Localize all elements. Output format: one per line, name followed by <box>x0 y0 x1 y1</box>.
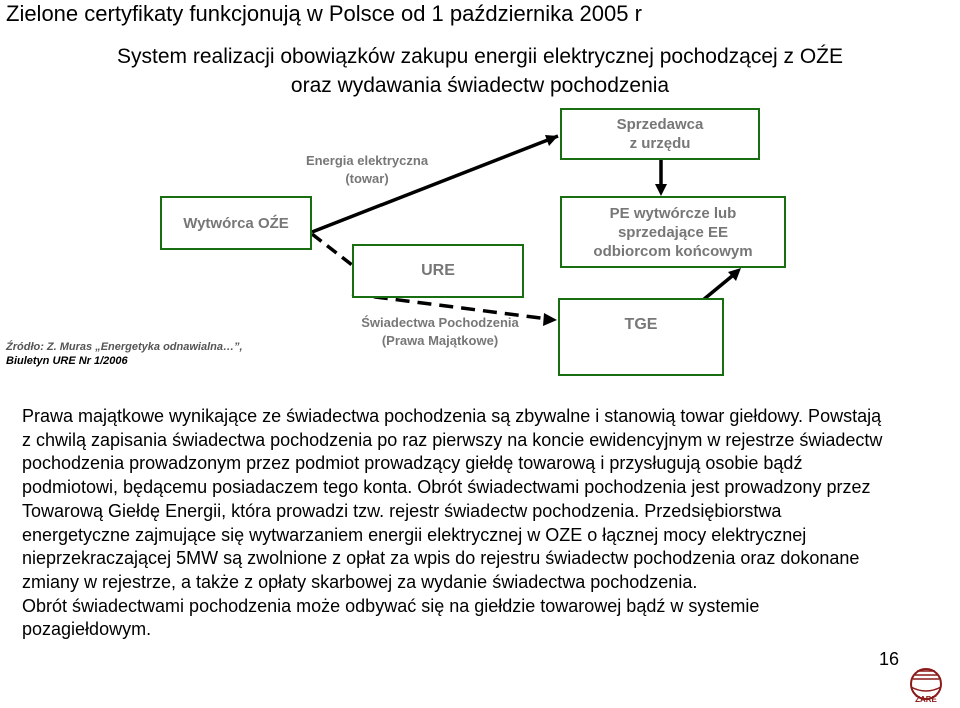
zare-logo-icon <box>899 667 953 705</box>
tge-label: TGE <box>624 316 658 333</box>
seller-to-pe-arrowhead <box>655 184 667 196</box>
pe-label-line-2: sprzedające EE <box>617 223 729 241</box>
pe-label-line-3: odbiorcom końcowym <box>593 242 753 260</box>
ure-to-tge-arrowhead <box>543 313 557 326</box>
producer-box <box>160 196 312 250</box>
seller-label-line-2: z urzędu <box>629 135 691 152</box>
energy-label-line-2: (towar) <box>345 171 389 186</box>
page-number: 16 <box>879 649 900 669</box>
page-title: Zielone certyfikaty funkcjonują w Polsce od 1 października 2005 r <box>6 1 642 26</box>
source-line-1: Źródło: Z. Muras „Energetyka odnawialna…”, <box>6 341 243 353</box>
source-citation <box>6 340 243 368</box>
producer-label: Wytwórca OŹE <box>183 214 289 232</box>
ure-box <box>352 244 524 298</box>
svg-text:ZARE: ZARE <box>915 695 937 704</box>
subtitle-line-1: System realizacji obowiązków zakupu energii elektrycznej pochodzącej z OŹE <box>117 45 843 68</box>
energy-label <box>302 152 432 188</box>
body-paragraph-1: Prawa majątkowe wynikające ze świadectwa pochodzenia są zbywalne i stanowią towar giełdowy. Powstają z chwilą zapisania świadectwa pochodzenia po raz pierwszy na koncie ewidencyjnym w rejestrze świadectw pochodzenia prowadzonym przez podmiot prowadzący giełdę towarową i przysługują osobie bądź podmiotowi, będącemu posiadaczem tego konta. Obrót świadectwami pochodzenia jest prowadzony przez Towarową Giełdę Energii, która prowadzi tzw. rejestr świadectw pochodzenia. Przedsiębiorstwa energetyczne zajmujące się wytwarzaniem energii elektrycznej w OZE o łącznej mocy elektrycznej nieprzekraczającej 5MW są zwolnione z opłat za wpis do rejestru świadectw pochodzenia oraz dokonane zmiany w rejestrze, a także z opłaty skarbowej za wydanie świadectwa pochodzenia. <box>22 406 883 592</box>
certificate-label-line-2: (Prawa Majątkowe) <box>381 333 499 348</box>
body-paragraph-2: Obrót świadectwami pochodzenia może odbywać się na giełdzie towarowej bądź w systemie pozagiełdowym. <box>22 595 760 640</box>
pe-label-line-1: PE wytwórcze lub <box>609 204 737 222</box>
seller-box <box>560 108 760 160</box>
body-text <box>22 405 892 642</box>
certificate-label-line-1: Świadectwa Pochodzenia <box>361 315 519 330</box>
subtitle-line-2: oraz wydawania świadectw pochodzenia <box>290 74 670 97</box>
producer-to-ure-line <box>312 234 356 268</box>
source-line-2: Biuletyn URE Nr 1/2006 <box>6 355 128 367</box>
seller-label-line-1: Sprzedawca <box>616 116 704 133</box>
ure-label: URE <box>421 262 455 279</box>
energy-label-line-1: Energia elektryczna <box>305 153 429 168</box>
pe-box <box>560 196 786 268</box>
certificate-label <box>342 314 538 350</box>
tge-box <box>558 298 724 376</box>
